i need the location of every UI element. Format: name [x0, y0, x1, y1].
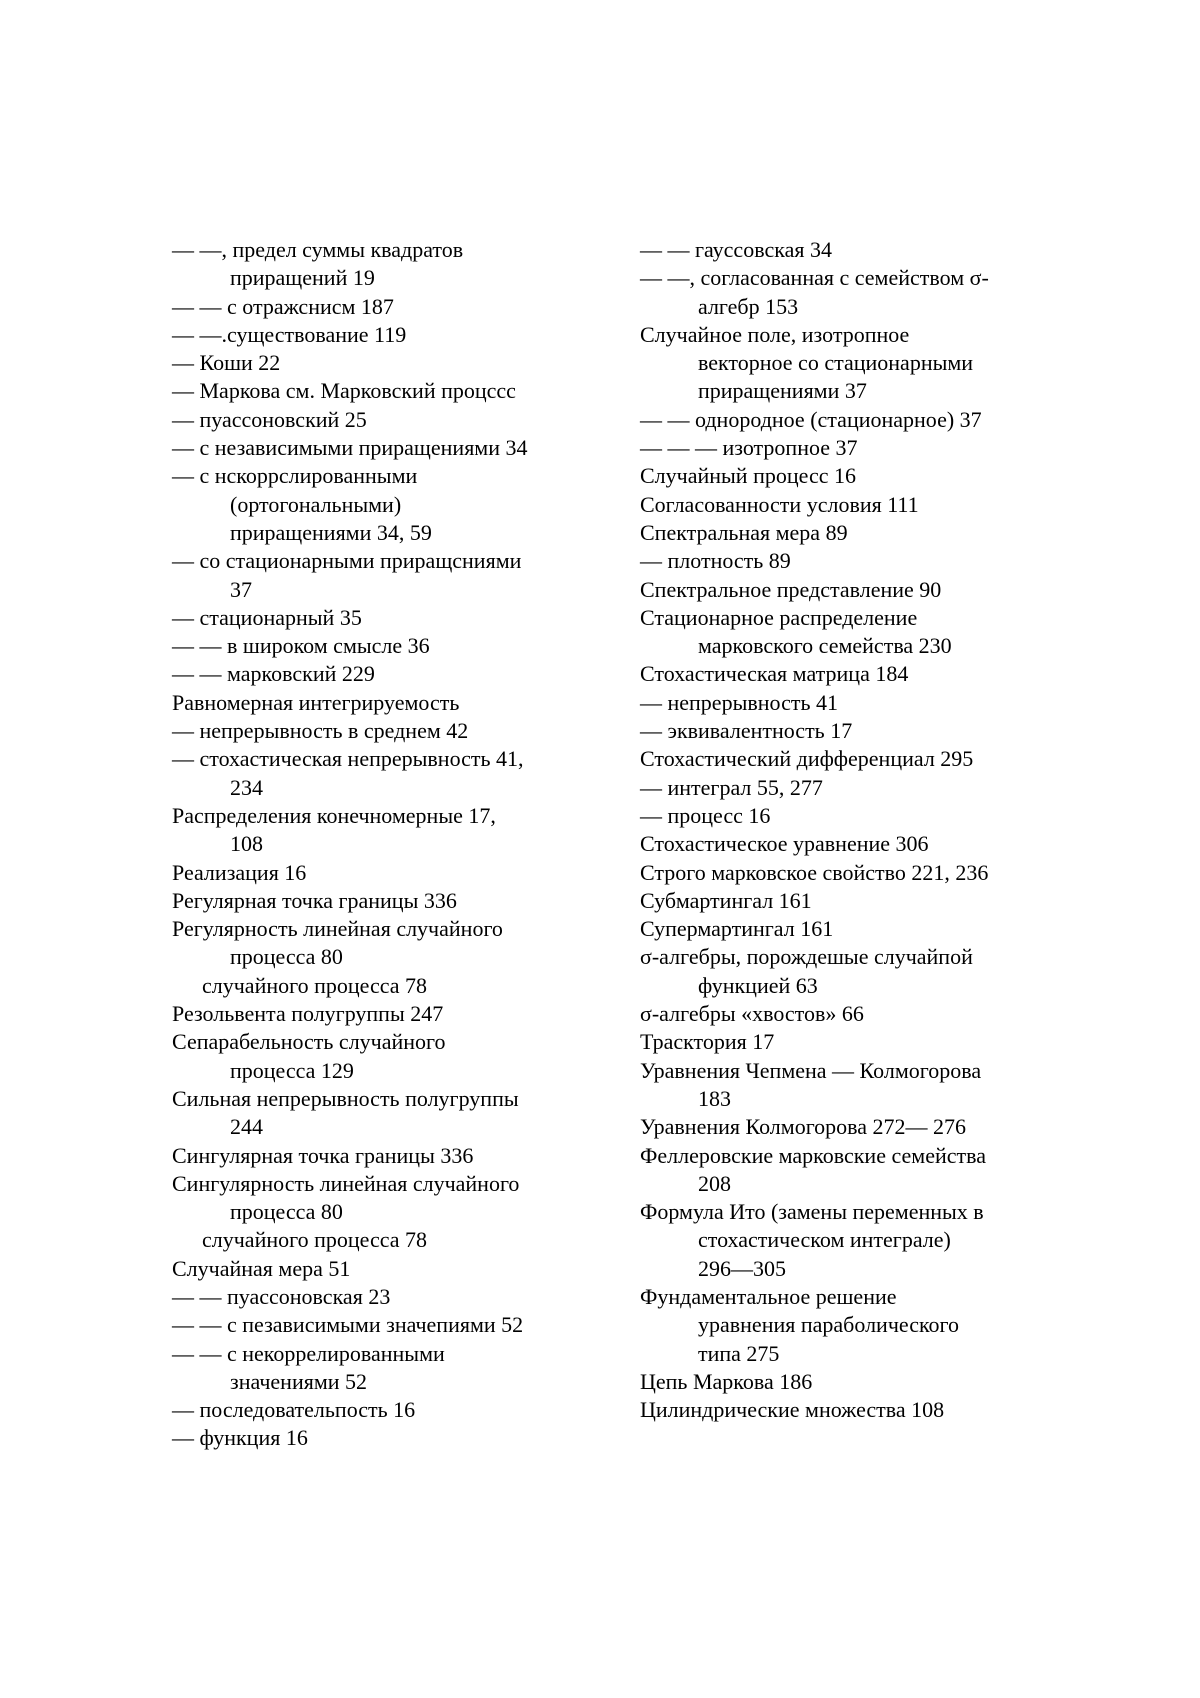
index-entry-line: Уравнения Чепмена — Колмогорова [640, 1057, 982, 1083]
index-entry-continuation: уравнения параболического [698, 1312, 960, 1338]
index-entry-line: — —, предел суммы квадратов [172, 237, 464, 262]
index-entry [172, 1000, 592, 1028]
index-entry-continuation: приращений 19 [230, 265, 375, 291]
index-entry-line: Спектральное представление 90 [640, 576, 942, 602]
index-entry [172, 434, 592, 462]
index-entry [640, 491, 1060, 519]
index-entry-line: Фундаментальное решение [640, 1283, 897, 1309]
index-entry-line: — стохастическая непрерывность 41, [172, 746, 524, 772]
index-entry-continuation: 183 [698, 1085, 731, 1111]
index-entry [172, 972, 592, 1000]
index-entry [640, 859, 1060, 887]
index-entry [172, 377, 592, 405]
index-entry-line: — — в широком смысле 36 [172, 633, 430, 659]
index-entry-continuation: 108 [230, 831, 263, 857]
index-entry [640, 1000, 1060, 1028]
index-entry-line: — — однородное (стационарное) 37 [640, 406, 982, 432]
index-entry-continuation: 208 [698, 1170, 731, 1196]
index-entry [172, 717, 592, 745]
index-entry [172, 660, 592, 688]
index-entry [172, 1340, 592, 1397]
index-entry [640, 519, 1060, 547]
index-entry-line: Согласованности условия 111 [640, 491, 919, 517]
index-entry [640, 462, 1060, 490]
index-entry-line: — — пуассоновская 23 [172, 1283, 391, 1309]
index-entry [640, 1028, 1060, 1056]
index-entry-line: — стационарный 35 [172, 604, 362, 630]
index-entry-line: — эквивалентность 17 [640, 718, 853, 744]
index-entry [172, 632, 592, 660]
index-entry-line: Резольвента полугруппы 247 [172, 1001, 444, 1027]
index-entry [172, 915, 592, 972]
index-entry [172, 547, 592, 604]
index-entry [640, 1396, 1060, 1424]
index-entry [172, 1396, 592, 1424]
index-entry-continuation: 244 [230, 1114, 263, 1140]
index-entry-line: Цепь Маркова 186 [640, 1368, 813, 1394]
index-entry [640, 1113, 1060, 1141]
index-entry [172, 1226, 592, 1254]
index-entry-continuation: значениями 52 [230, 1368, 368, 1394]
index-entry [172, 745, 592, 802]
index-entry [172, 349, 592, 377]
index-entry-line: — интеграл 55, 277 [640, 774, 823, 800]
index-column-right [640, 236, 1060, 1424]
index-entry-line: Стохастическая матрица 184 [640, 661, 909, 687]
index-entry-continuation: марковского семейства 230 [698, 633, 952, 659]
index-entry-line: — —.существование 119 [172, 321, 407, 347]
index-entry-line: — — — изотропное 37 [640, 435, 858, 461]
index-entry-line: Стационарное распределение [640, 604, 918, 630]
index-entry [172, 1283, 592, 1311]
index-entry [172, 689, 592, 717]
index-entry-line: Распределения конечномерные 17, [172, 802, 496, 828]
index-entry [640, 434, 1060, 462]
index-entry-line: Супермартингал 161 [640, 916, 834, 942]
index-entry-line: Сингулярная точка границы 336 [172, 1142, 474, 1168]
index-entry-line: Равномерная интегрируемость [172, 689, 460, 715]
index-entry [172, 236, 592, 293]
index-entry [172, 887, 592, 915]
index-entry [172, 1085, 592, 1142]
index-entry-line: Цилиндрические множества 108 [640, 1397, 945, 1423]
index-entry [640, 887, 1060, 915]
index-entry-continuation: приращениями 34, 59 [230, 519, 432, 545]
index-entry [640, 774, 1060, 802]
index-entry-line: — последовательпость 16 [172, 1397, 416, 1423]
index-entry [172, 321, 592, 349]
index-entry-line: Спектральная мера 89 [640, 519, 848, 545]
index-entry-continuation: 37 [230, 576, 252, 602]
index-entry-line: — непрерывность в среднем 42 [172, 718, 469, 744]
index-entry-line: случайного процесса 78 [202, 972, 428, 998]
index-entry [172, 859, 592, 887]
index-entry-line: — Маркова см. Марковский процссс [172, 378, 516, 404]
index-entry-line: — — с пезависимыми значепиями 52 [172, 1312, 524, 1338]
index-entry-line: — плотность 89 [640, 548, 791, 574]
index-entry [172, 1028, 592, 1085]
index-entry [640, 745, 1060, 773]
index-entry [640, 547, 1060, 575]
index-entry-line: Уравнения Колмогорова 272— 276 [640, 1114, 967, 1140]
index-entry-line: Сингулярность линейная случайного [172, 1170, 520, 1196]
index-entry [640, 830, 1060, 858]
index-entry-continuation: стохастическом интеграле) [698, 1227, 951, 1253]
index-entry-line: — с независимыми приращениями 34 [172, 435, 528, 461]
index-entry [172, 802, 592, 859]
index-entry [640, 604, 1060, 661]
index-entry [640, 576, 1060, 604]
index-entry-continuation: процесса 129 [230, 1057, 354, 1083]
index-entry [172, 462, 592, 547]
index-entry-continuation: типа 275 [698, 1340, 780, 1366]
index-entry [640, 264, 1060, 321]
index-entry-line: Стохастический дифференциал 295 [640, 746, 974, 772]
index-entry [640, 406, 1060, 434]
index-entry [640, 1283, 1060, 1368]
index-entry-line: Стохастическое уравнение 306 [640, 831, 929, 857]
index-entry [172, 406, 592, 434]
index-entry-line: Случайный процесс 16 [640, 463, 856, 489]
index-entry [640, 1057, 1060, 1114]
index-entry-line: σ-алгебры «хвостов» 66 [640, 1001, 864, 1027]
index-entry [172, 604, 592, 632]
index-entry-line: Субмартингал 161 [640, 887, 812, 913]
index-entry-line: Строго марковское свойство 221, 236 [640, 859, 989, 885]
index-entry [640, 802, 1060, 830]
index-entry-line: Феллеровские марковские семейства [640, 1142, 986, 1168]
index-entry [640, 1142, 1060, 1199]
index-entry-line: σ-алгебры, порождешые случайпой [640, 944, 973, 970]
index-entry-line: — с нскоррслированными [172, 463, 418, 489]
index-entry-line: — — гауссовская 34 [640, 237, 832, 262]
index-entry-line: Сильная непрерывность полугруппы [172, 1085, 519, 1111]
index-entry-line: — — с отражснисм 187 [172, 293, 394, 319]
index-entry-line: — —, согласованная с семейством σ- [640, 265, 989, 291]
index-entry [172, 1424, 592, 1452]
index-entry-continuation: процесса 80 [230, 1199, 343, 1225]
index-entry-line: — процесс 16 [640, 802, 771, 828]
index-entry-line: — функция 16 [172, 1425, 308, 1451]
index-entry [640, 1368, 1060, 1396]
index-entry [640, 321, 1060, 406]
index-entry [640, 689, 1060, 717]
index-entry-line: — — с некоррелированными [172, 1340, 445, 1366]
index-entry [640, 236, 1060, 264]
index-entry [640, 943, 1060, 1000]
index-entry-line: — пуассоновский 25 [172, 406, 367, 432]
index-entry [172, 293, 592, 321]
index-entry [172, 1311, 592, 1339]
index-entry-continuation: процесса 80 [230, 944, 343, 970]
index-entry-continuation: функцией 63 [698, 972, 818, 998]
index-entry [172, 1255, 592, 1283]
index-entry-line: Сепарабельность случайного [172, 1029, 446, 1055]
index-entry [640, 1198, 1060, 1283]
index-entry-line: Случайная мера 51 [172, 1255, 351, 1281]
index-column-left [172, 236, 592, 1453]
index-entry-continuation: 234 [230, 774, 263, 800]
index-entry [640, 717, 1060, 745]
index-entry-continuation: 296—305 [698, 1255, 786, 1281]
index-entry [640, 660, 1060, 688]
index-entry-line: Формула Ито (замены переменных в [640, 1199, 984, 1225]
index-entry-line: Случайное поле, изотропное [640, 321, 910, 347]
index-entry-line: Регулярность линейная случайного [172, 916, 503, 942]
index-entry-continuation: (ортогональными) [230, 491, 402, 517]
index-entry-line: — непрерывность 41 [640, 689, 838, 715]
index-entry-continuation: приращениями 37 [698, 378, 867, 404]
index-entry-line: Регулярная точка границы 336 [172, 887, 457, 913]
index-entry-line: — Коши 22 [172, 350, 281, 376]
index-entry-line: — — марковский 229 [172, 661, 375, 687]
index-entry-line: — со стационарными приращсниями [172, 548, 522, 574]
index-entry [640, 915, 1060, 943]
index-entry [172, 1170, 592, 1227]
index-entry-line: случайного процесса 78 [202, 1227, 428, 1253]
index-entry [172, 1142, 592, 1170]
index-entry-line: Трасктория 17 [640, 1029, 775, 1055]
index-entry-line: Реализация 16 [172, 859, 307, 885]
index-entry-continuation: векторное со стационарными [698, 350, 974, 376]
index-entry-continuation: алгебр 153 [698, 293, 799, 319]
